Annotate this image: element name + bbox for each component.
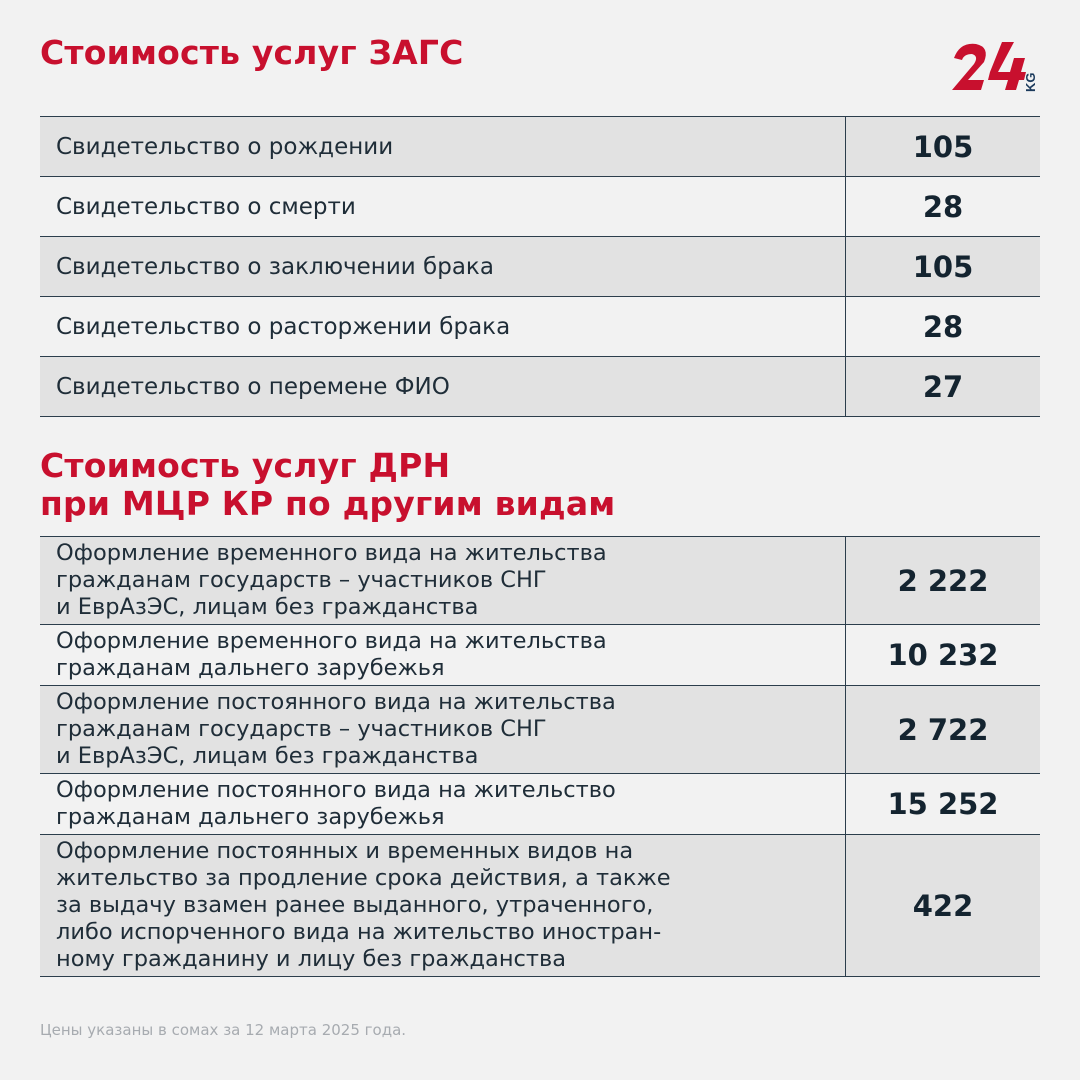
service-label: Оформление постоянного вида на жительство гражданам дальнего зарубежья <box>40 774 846 835</box>
service-label: Оформление постоянного вида на жительства гражданам государств – участников СНГ и ЕврАзЭС, лицам без гражданства <box>40 686 846 774</box>
table-row <box>40 117 1040 177</box>
table-row <box>40 625 1040 686</box>
service-label: Оформление временного вида на жительства гражданам дальнего зарубежья <box>40 625 846 686</box>
service-label: Свидетельство о рождении <box>40 117 846 177</box>
table-row <box>40 357 1040 417</box>
service-label: Свидетельство о заключении брака <box>40 237 846 297</box>
service-price: 105 <box>846 237 1041 297</box>
24kg-logo-graphic <box>948 38 1044 94</box>
table-row <box>40 686 1040 774</box>
service-label: Свидетельство о расторжении брака <box>40 297 846 357</box>
service-price: 2 722 <box>846 686 1041 774</box>
svg-text:KG: KG <box>1023 72 1038 92</box>
table-row <box>40 774 1040 835</box>
table-row <box>40 237 1040 297</box>
service-label: Оформление постоянных и временных видов на жительство за продление срока действия, а также за выдачу взамен ранее выданного, утраченного, либо испорченного вида на жительство иностран- ному гражданину и лицу без гражданства <box>40 835 846 977</box>
drn-title-line1: Стоимость услуг ДРН <box>40 446 451 485</box>
service-label: Свидетельство о смерти <box>40 177 846 237</box>
service-price: 28 <box>846 177 1041 237</box>
drn-title <box>40 447 615 523</box>
zags-price-table <box>40 116 1040 417</box>
zags-title: Стоимость услуг ЗАГС <box>40 33 464 72</box>
table-row <box>40 835 1040 977</box>
drn-title-line2: при МЦР КР по другим видам <box>40 484 616 523</box>
service-price: 105 <box>846 117 1041 177</box>
24kg-logo <box>948 38 1044 94</box>
table-row <box>40 177 1040 237</box>
price-footnote: Цены указаны в сомах за 12 марта 2025 года. <box>40 1021 407 1039</box>
table-row <box>40 297 1040 357</box>
service-price: 15 252 <box>846 774 1041 835</box>
drn-price-table <box>40 536 1040 977</box>
service-label: Оформление временного вида на жительства гражданам государств – участников СНГ и ЕврАзЭС, лицам без гражданства <box>40 537 846 625</box>
service-price: 2 222 <box>846 537 1041 625</box>
service-price: 28 <box>846 297 1041 357</box>
service-price: 10 232 <box>846 625 1041 686</box>
service-price: 422 <box>846 835 1041 977</box>
service-label: Свидетельство о перемене ФИО <box>40 357 846 417</box>
service-price: 27 <box>846 357 1041 417</box>
table-row <box>40 537 1040 625</box>
